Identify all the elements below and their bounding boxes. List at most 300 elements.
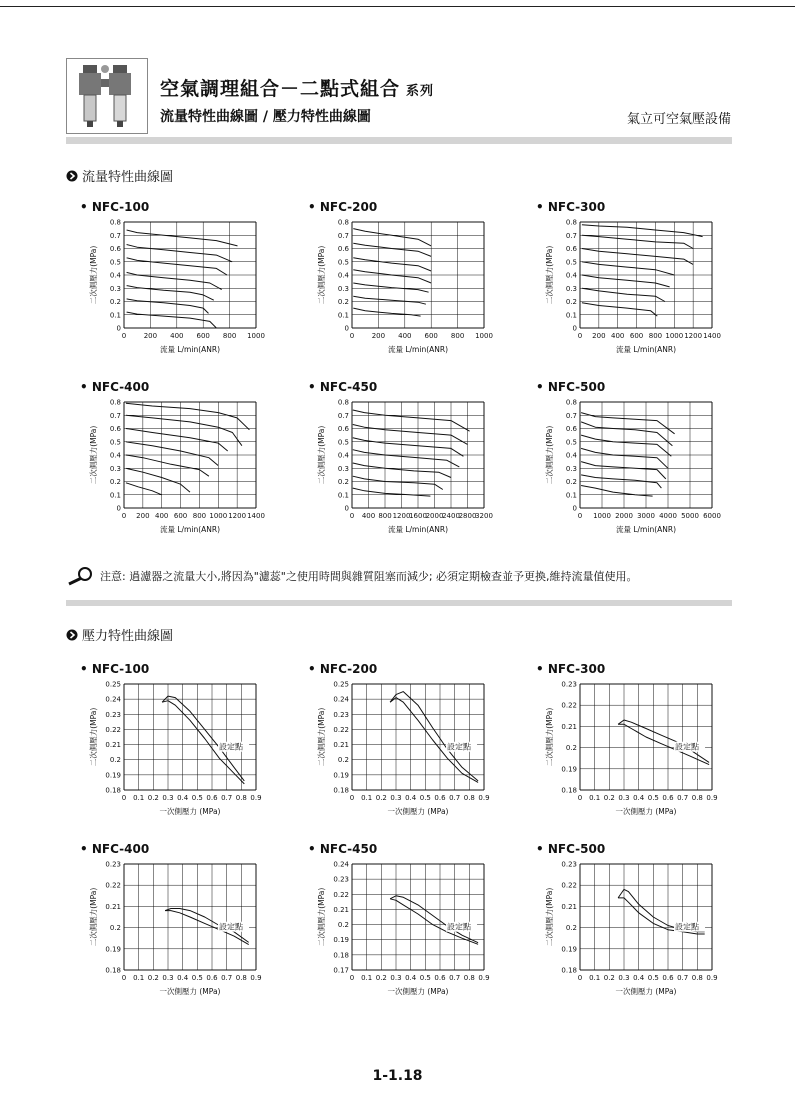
- x-tick-label: 0: [577, 974, 583, 982]
- series-line-6: [353, 243, 431, 256]
- x-axis-label: 一次側壓力 (MPa): [159, 987, 221, 996]
- y-tick-label: 0.2: [109, 756, 121, 765]
- x-axis-label: 一次側壓力 (MPa): [615, 987, 677, 996]
- x-tick-label: 600: [629, 332, 644, 340]
- x-tick-label: 0.5: [419, 974, 431, 982]
- x-tick-label: 0.8: [691, 794, 703, 802]
- chart-svg: [78, 842, 278, 1002]
- y-tick-label: 0.5: [109, 258, 121, 267]
- y-tick-label: 0.23: [105, 710, 121, 719]
- y-tick-label: 0.21: [105, 741, 121, 750]
- y-tick-label: 0.4: [565, 451, 577, 460]
- y-tick-label: 0.18: [333, 951, 349, 960]
- x-tick-label: 1200: [684, 332, 703, 340]
- chart-title: • NFC-200: [308, 662, 378, 676]
- x-tick-label: 0.1: [361, 974, 373, 982]
- x-tick-label: 0.1: [361, 794, 373, 802]
- x-tick-label: 600: [196, 332, 210, 340]
- page-title-text: 空氣調理組合－二點式組合: [160, 78, 401, 100]
- y-tick-label: 0.7: [109, 231, 121, 240]
- y-axis-label: 二次側壓力(MPa): [545, 707, 554, 767]
- setpoint-label: 設定點: [447, 922, 472, 932]
- series-line-1: [127, 312, 217, 328]
- y-tick-label: 0.8: [337, 398, 349, 407]
- x-tick-label: 800: [648, 332, 663, 340]
- y-tick-label: 0.21: [333, 741, 349, 750]
- x-tick-label: 0: [121, 794, 127, 802]
- chart-title: • NFC-200: [308, 200, 378, 214]
- x-tick-label: 0.2: [375, 974, 387, 982]
- y-tick-label: 0.1: [337, 491, 349, 500]
- x-tick-label: 1200: [228, 512, 247, 520]
- chart-title: • NFC-100: [80, 200, 150, 214]
- x-tick-label: 0.4: [405, 974, 417, 982]
- y-axis-label: 二次側壓力(MPa): [317, 887, 326, 947]
- x-tick-label: 0.3: [390, 974, 402, 982]
- x-axis-label: 流量 L/min(ANR): [615, 525, 677, 534]
- chart-title: • NFC-300: [536, 662, 606, 676]
- x-tick-label: 0.1: [589, 794, 601, 802]
- y-tick-label: 0.2: [337, 756, 349, 765]
- y-tick-label: 0.2: [565, 924, 577, 933]
- y-tick-label: 0.7: [337, 411, 349, 420]
- y-tick-label: 0.3: [565, 284, 577, 293]
- y-tick-label: 0.7: [565, 411, 577, 420]
- x-axis-label: 一次側壓力 (MPa): [387, 807, 449, 816]
- y-tick-label: 0.25: [105, 680, 121, 689]
- chart-svg: [306, 200, 506, 360]
- y-tick-label: 0: [344, 504, 349, 513]
- y-axis-label: 二次側壓力(MPa): [89, 887, 98, 947]
- chart-svg: [534, 662, 734, 822]
- y-tick-label: 0.2: [109, 478, 121, 486]
- x-tick-label: 800: [192, 512, 207, 520]
- x-tick-label: 0.7: [221, 794, 233, 802]
- product-image: [66, 58, 148, 134]
- x-tick-label: 0.1: [589, 974, 601, 982]
- chart-svg: [306, 662, 506, 822]
- y-tick-label: 0.6: [337, 425, 349, 433]
- chart-svg: [534, 200, 734, 360]
- page-subtitle: 流量特性曲線圖 / 壓力特性曲線圖: [160, 109, 371, 125]
- x-tick-label: 0.7: [221, 974, 233, 982]
- x-tick-label: 200: [143, 332, 158, 340]
- y-tick-label: 0.5: [337, 258, 349, 267]
- x-tick-label: 0.2: [147, 974, 159, 982]
- y-tick-label: 0.6: [109, 245, 121, 253]
- chart-title: • NFC-450: [308, 380, 378, 394]
- y-tick-label: 0.22: [333, 890, 349, 899]
- x-tick-label: 0: [121, 512, 127, 520]
- chart-grid: [580, 864, 712, 970]
- y-tick-label: 0.1: [565, 491, 577, 500]
- y-tick-label: 0.4: [109, 451, 121, 460]
- x-tick-label: 1200: [392, 512, 411, 520]
- x-tick-label: 0.4: [633, 974, 645, 982]
- chart-svg: [534, 842, 734, 1002]
- y-tick-label: 0.19: [561, 765, 577, 774]
- y-tick-label: 0.5: [337, 438, 349, 447]
- x-tick-label: 1400: [247, 512, 265, 520]
- x-axis-label: 一次側壓力 (MPa): [387, 987, 449, 996]
- section-bullet-icon: [66, 170, 78, 182]
- y-tick-label: 0.18: [333, 786, 349, 795]
- x-tick-label: 200: [592, 332, 606, 340]
- chart-svg: [306, 842, 506, 1002]
- series-line-4: [353, 270, 431, 283]
- series-line-2: [127, 299, 209, 314]
- y-tick-label: 0: [344, 324, 349, 333]
- chart-title: • NFC-450: [308, 842, 378, 856]
- y-tick-label: 0.5: [565, 258, 577, 267]
- series-line-6: [127, 245, 233, 262]
- y-tick-label: 0.3: [337, 464, 349, 473]
- y-tick-label: 0.6: [337, 245, 349, 253]
- y-axis-label: 二次側壓力(MPa): [317, 245, 326, 305]
- x-tick-label: 400: [170, 332, 184, 340]
- header-bar: [66, 137, 732, 144]
- series-line-1: [390, 896, 478, 943]
- x-tick-label: 2000: [615, 512, 633, 520]
- chart-title: • NFC-500: [536, 842, 606, 856]
- y-tick-label: 0.22: [561, 701, 577, 710]
- setpoint-label: 設定點: [675, 922, 700, 932]
- chart-title: • NFC-100: [80, 662, 150, 676]
- page-title: [160, 74, 434, 101]
- x-tick-label: 1000: [209, 512, 228, 520]
- y-tick-label: 0.3: [565, 464, 577, 473]
- x-tick-label: 0.3: [618, 974, 630, 982]
- y-tick-label: 0.2: [565, 744, 577, 753]
- chart-svg: [78, 662, 278, 822]
- flow-section-title: 流量特性曲線圖: [82, 170, 174, 185]
- chart-title: • NFC-300: [536, 200, 606, 214]
- x-tick-label: 0.5: [191, 794, 203, 802]
- x-tick-label: 0.6: [662, 794, 674, 802]
- y-axis-label: 二次側壓力(MPa): [545, 245, 554, 305]
- y-tick-label: 0: [572, 324, 577, 333]
- series-line-7: [127, 230, 238, 246]
- y-tick-label: 0.23: [561, 860, 577, 869]
- x-tick-label: 0.1: [133, 974, 145, 982]
- note-text: 注意: 過濾器之流量大小,將因為"濾蕊"之使用時間與雜質阻塞而減少; 必須定期檢查並予更換,維持流量值使用。: [100, 570, 638, 583]
- chart-pressure-nfc400: [78, 842, 278, 1002]
- y-tick-label: 0.6: [109, 425, 121, 433]
- x-tick-label: 600: [424, 332, 438, 340]
- chart-flow-nfc400: [78, 380, 278, 540]
- x-tick-label: 600: [173, 512, 188, 520]
- chart-flow-nfc200: [306, 200, 506, 360]
- x-tick-label: 0.6: [434, 794, 446, 802]
- y-tick-label: 0.23: [333, 710, 349, 719]
- y-tick-label: 0.2: [337, 478, 349, 486]
- magnifier-icon: [66, 566, 96, 586]
- x-tick-label: 0.9: [250, 794, 262, 802]
- x-tick-label: 1600: [409, 512, 427, 520]
- chart-flow-nfc500: [534, 380, 734, 540]
- x-tick-label: 0: [577, 332, 583, 340]
- y-tick-label: 0.17: [333, 966, 349, 975]
- x-tick-label: 2400: [442, 512, 460, 520]
- x-tick-label: 800: [222, 332, 237, 340]
- x-tick-label: 0.8: [463, 794, 475, 802]
- y-tick-label: 0.1: [109, 491, 121, 500]
- y-tick-label: 0.1: [565, 311, 577, 320]
- series-line-3: [127, 286, 214, 301]
- y-tick-label: 0.19: [561, 945, 577, 954]
- chart-title: • NFC-500: [536, 380, 606, 394]
- y-tick-label: 0.1: [337, 311, 349, 320]
- chart-flow-nfc300: [534, 200, 734, 360]
- y-tick-label: 0.22: [333, 725, 349, 734]
- x-tick-label: 1000: [593, 512, 611, 520]
- series-line-2: [390, 899, 478, 945]
- chart-pressure-nfc100: [78, 662, 278, 822]
- y-tick-label: 0.8: [565, 218, 577, 227]
- series-line-1: [582, 303, 657, 316]
- y-tick-label: 0.24: [333, 695, 349, 704]
- page-number: 1-1.18: [372, 1068, 423, 1084]
- y-tick-label: 0.22: [561, 881, 577, 890]
- y-tick-label: 0.2: [109, 298, 121, 306]
- x-tick-label: 0.3: [162, 794, 174, 802]
- x-tick-label: 0.4: [177, 794, 189, 802]
- y-tick-label: 0.6: [565, 245, 577, 253]
- chart-svg: [78, 200, 278, 360]
- x-tick-label: 0.8: [691, 974, 703, 982]
- note: [66, 566, 638, 586]
- y-tick-label: 0.23: [105, 860, 121, 869]
- x-tick-label: 2800: [458, 512, 477, 520]
- x-tick-label: 0.9: [706, 974, 718, 982]
- setpoint-label: 設定點: [219, 922, 244, 932]
- chart-flow-nfc100: [78, 200, 278, 360]
- series-line-6: [126, 415, 242, 445]
- section-bullet-icon: [66, 629, 78, 641]
- x-axis-label: 一次側壓力 (MPa): [615, 807, 677, 816]
- series-line-7: [353, 229, 431, 246]
- y-axis-label: 二次側壓力(MPa): [317, 707, 326, 767]
- x-tick-label: 3000: [637, 512, 655, 520]
- y-tick-label: 0.2: [565, 478, 577, 486]
- y-tick-label: 0.4: [109, 271, 121, 280]
- x-tick-label: 200: [136, 512, 150, 520]
- y-tick-label: 0.18: [561, 966, 577, 975]
- y-axis-label: 二次側壓力(MPa): [545, 887, 554, 947]
- x-tick-label: 0.8: [235, 794, 247, 802]
- x-tick-label: 0.5: [647, 794, 659, 802]
- y-tick-label: 0.7: [337, 231, 349, 240]
- series-line-4: [126, 442, 218, 466]
- y-tick-label: 0: [116, 324, 121, 333]
- x-tick-label: 1000: [247, 332, 265, 340]
- series-line-1: [390, 692, 478, 781]
- y-tick-label: 0.8: [109, 398, 121, 407]
- setpoint-label: 設定點: [219, 742, 244, 752]
- chart-pressure-nfc200: [306, 662, 506, 822]
- x-tick-label: 0.2: [603, 794, 615, 802]
- y-tick-label: 0.18: [105, 966, 121, 975]
- x-tick-label: 0.9: [250, 974, 262, 982]
- x-tick-label: 0: [121, 332, 127, 340]
- series-line-3: [581, 462, 666, 479]
- x-tick-label: 0.4: [633, 794, 645, 802]
- x-tick-label: 0.4: [405, 794, 417, 802]
- x-tick-label: 0.6: [434, 974, 446, 982]
- series-line-7: [581, 413, 675, 434]
- x-tick-label: 0.6: [206, 974, 218, 982]
- y-tick-label: 0.4: [337, 451, 349, 460]
- section-divider: [66, 600, 732, 606]
- chart-pressure-nfc500: [534, 842, 734, 1002]
- chart-grid: [124, 684, 256, 790]
- y-tick-label: 0.23: [561, 680, 577, 689]
- x-tick-label: 0: [349, 794, 355, 802]
- x-tick-label: 0: [121, 974, 127, 982]
- x-tick-label: 0: [349, 332, 355, 340]
- series-line-6: [582, 235, 693, 248]
- y-tick-label: 0.2: [337, 298, 349, 306]
- y-tick-label: 0.18: [105, 786, 121, 795]
- y-tick-label: 0.24: [105, 695, 121, 704]
- x-tick-label: 0.5: [191, 974, 203, 982]
- series-line-5: [353, 258, 431, 271]
- series-line-7: [582, 225, 703, 237]
- x-tick-label: 0.6: [662, 974, 674, 982]
- y-tick-label: 0.19: [105, 945, 121, 954]
- chart-flow-nfc450: [306, 380, 506, 540]
- series-line-7: [126, 403, 249, 430]
- y-tick-label: 0.5: [565, 438, 577, 447]
- company-name: 氣立可空氣壓設備: [626, 112, 731, 127]
- x-tick-label: 0.4: [177, 974, 189, 982]
- x-tick-label: 800: [378, 512, 392, 520]
- y-tick-label: 0.25: [333, 680, 349, 689]
- series-line-3: [353, 463, 451, 478]
- y-tick-label: 0.21: [561, 902, 577, 911]
- x-tick-label: 0: [349, 512, 355, 520]
- x-tick-label: 0: [577, 794, 583, 802]
- x-tick-label: 0: [349, 974, 355, 982]
- series-line-2: [353, 476, 443, 489]
- x-tick-label: 0.9: [478, 974, 490, 982]
- y-tick-label: 0.2: [337, 921, 349, 930]
- series-line-5: [581, 435, 671, 456]
- x-tick-label: 0.3: [390, 794, 402, 802]
- series-line-1: [126, 483, 162, 495]
- chart-grid: [580, 402, 712, 508]
- series-line-5: [126, 429, 228, 452]
- setpoint-label: 設定點: [447, 742, 472, 752]
- y-tick-label: 0: [116, 504, 121, 513]
- y-tick-label: 0.6: [565, 425, 577, 433]
- x-tick-label: 6000: [703, 512, 721, 520]
- y-tick-label: 0.18: [561, 786, 577, 795]
- series-line-2: [582, 288, 665, 301]
- y-tick-label: 0.22: [105, 725, 121, 734]
- series-line-1: [162, 696, 244, 781]
- y-tick-label: 0.22: [105, 881, 121, 890]
- y-axis-label: 二次側壓力(MPa): [545, 425, 554, 485]
- y-tick-label: 0.8: [565, 398, 577, 407]
- x-tick-label: 0.6: [206, 794, 218, 802]
- y-tick-label: 0.8: [109, 218, 121, 227]
- x-axis-label: 流量 L/min(ANR): [387, 345, 449, 354]
- x-tick-label: 0.2: [147, 794, 159, 802]
- x-tick-label: 0.5: [419, 794, 431, 802]
- chart-pressure-nfc300: [534, 662, 734, 822]
- series-line-2: [353, 296, 426, 304]
- x-tick-label: 0.9: [478, 794, 490, 802]
- chart-title: • NFC-400: [80, 380, 150, 394]
- x-tick-label: 1000: [475, 332, 493, 340]
- series-line-4: [582, 262, 674, 275]
- top-rule: [0, 6, 795, 7]
- y-tick-label: 0.4: [565, 271, 577, 280]
- x-axis-label: 流量 L/min(ANR): [159, 525, 221, 534]
- y-tick-label: 0.3: [109, 284, 121, 293]
- series-line-3: [353, 283, 428, 292]
- x-tick-label: 4000: [659, 512, 677, 520]
- y-tick-label: 0.24: [333, 860, 349, 869]
- x-tick-label: 0.2: [375, 794, 387, 802]
- x-tick-label: 400: [361, 512, 376, 520]
- x-tick-label: 0.1: [133, 794, 145, 802]
- x-tick-label: 0.2: [603, 974, 615, 982]
- y-tick-label: 0.4: [337, 271, 349, 280]
- x-tick-label: 2000: [425, 512, 444, 520]
- x-tick-label: 800: [450, 332, 465, 340]
- x-tick-label: 0.9: [706, 794, 718, 802]
- x-tick-label: 0.3: [162, 974, 174, 982]
- x-tick-label: 3200: [475, 512, 493, 520]
- chart-svg: [534, 380, 734, 540]
- x-tick-label: 0.8: [463, 974, 475, 982]
- y-tick-label: 0.19: [333, 771, 349, 780]
- x-axis-label: 一次側壓力 (MPa): [159, 807, 221, 816]
- chart-pressure-nfc450: [306, 842, 506, 1002]
- x-tick-label: 0: [577, 512, 583, 520]
- x-tick-label: 1400: [703, 332, 721, 340]
- y-tick-label: 0.21: [333, 905, 349, 914]
- y-tick-label: 0.3: [337, 284, 349, 293]
- series-line-4: [353, 450, 460, 467]
- y-axis-label: 二次側壓力(MPa): [89, 245, 98, 305]
- chart-svg: [78, 380, 278, 540]
- y-tick-label: 0.7: [109, 411, 121, 420]
- x-tick-label: 400: [611, 332, 625, 340]
- x-tick-label: 0.7: [677, 974, 689, 982]
- x-tick-label: 1000: [665, 332, 684, 340]
- y-tick-label: 0.8: [337, 218, 349, 227]
- y-tick-label: 0.2: [565, 298, 577, 306]
- flow-section-heading: [66, 166, 173, 185]
- y-tick-label: 0.21: [561, 722, 577, 731]
- x-tick-label: 0.7: [677, 794, 689, 802]
- x-tick-label: 5000: [681, 512, 699, 520]
- x-tick-label: 0.7: [449, 974, 461, 982]
- series-line-5: [582, 249, 693, 265]
- y-tick-label: 0.2: [109, 924, 121, 933]
- x-axis-label: 流量 L/min(ANR): [387, 525, 449, 534]
- x-tick-label: 400: [398, 332, 412, 340]
- x-tick-label: 0.5: [647, 974, 659, 982]
- chart-title: • NFC-400: [80, 842, 150, 856]
- y-axis-label: 二次側壓力(MPa): [317, 425, 326, 485]
- y-tick-label: 0.5: [109, 438, 121, 447]
- x-tick-label: 0.3: [618, 794, 630, 802]
- chart-svg: [306, 380, 506, 540]
